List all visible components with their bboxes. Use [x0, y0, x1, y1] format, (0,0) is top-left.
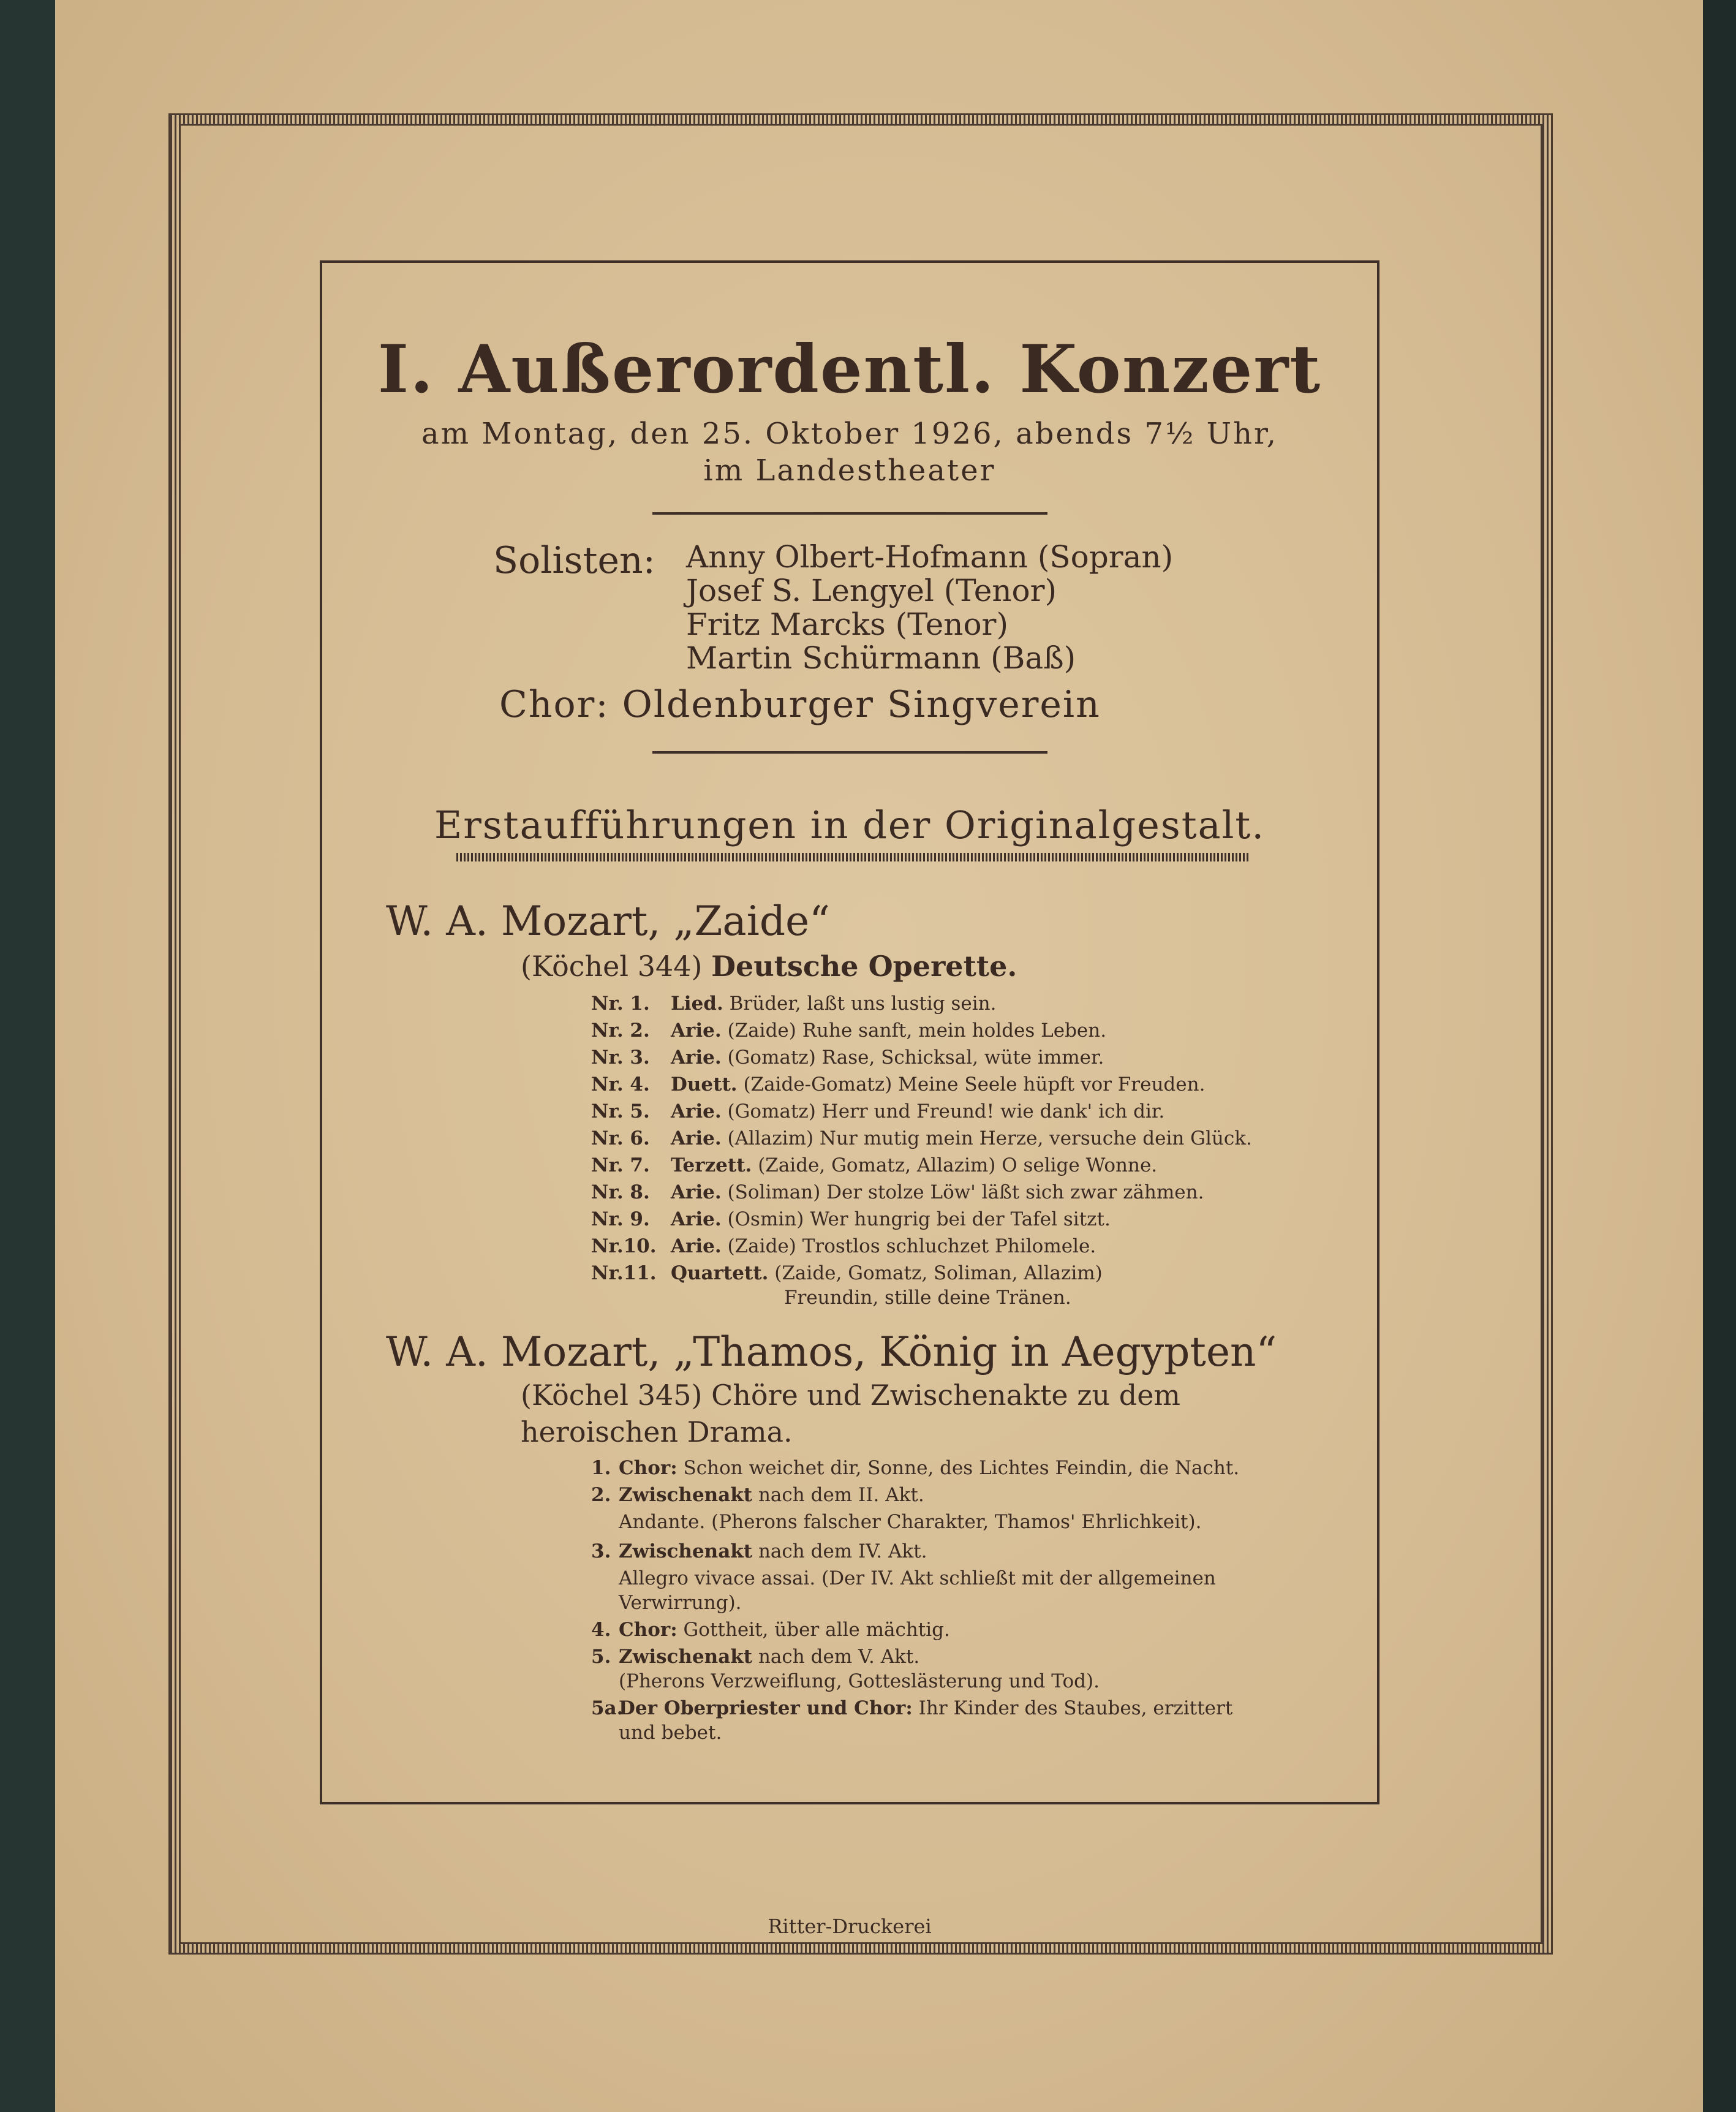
printer-credit: Ritter-Druckerei [768, 1915, 932, 1938]
background-left-edge [0, 0, 55, 2112]
section-heading-underline [456, 853, 1250, 861]
soloist-name: Josef S. Lengyel (Tenor) [686, 573, 1057, 608]
date-line: am Montag, den 25. Oktober 1926, abends 7½ Uhr, [421, 417, 1278, 451]
list-item: Nr. 9. Arie. (Osmin) Wer hungrig bei der Tafel sitzt. [591, 1208, 1111, 1230]
list-item-continuation: (Pherons Verzweiflung, Gotteslästerung und Tod). [619, 1670, 1100, 1692]
list-item: Nr. 4. Duett. (Zaide-Gomatz) Meine Seele hüpft vor Freuden. [591, 1073, 1206, 1096]
soloist-name: Anny Olbert-Hofmann (Sopran) [686, 539, 1174, 575]
list-item-continuation: Allegro vivace assai. (Der IV. Akt schließt mit der allgemeinen [619, 1567, 1216, 1589]
list-item: Nr. 7. Terzett. (Zaide, Gomatz, Allazim) O selige Wonne. [591, 1154, 1158, 1176]
list-item: Nr. 3. Arie. (Gomatz) Rase, Schicksal, wüte immer. [591, 1047, 1104, 1069]
work-title: W. A. Mozart, „Thamos, König in Aegypten“ [386, 1328, 1277, 1376]
list-item: Nr. 5. Arie. (Gomatz) Herr und Freund! wie dank' ich dir. [591, 1100, 1165, 1122]
choir-line: Chor: Oldenburger Singverein [499, 683, 1101, 726]
list-item: 5. Zwischenakt nach dem V. Akt. [591, 1646, 920, 1668]
list-item-continuation: Andante. (Pherons falscher Charakter, Thamos' Ehrlichkeit). [619, 1511, 1202, 1533]
list-item: 4. Chor: Gottheit, über alle mächtig. [591, 1619, 950, 1641]
work-subtitle: (Köchel 344) Deutsche Operette. [521, 950, 1017, 983]
list-item: 1. Chor: Schon weichet dir, Sonne, des Lichtes Feindin, die Nacht. [591, 1457, 1240, 1479]
work-subtitle: (Köchel 345) Chöre und Zwischenakte zu dem [521, 1379, 1181, 1412]
section-heading: Erstaufführungen in der Originalgestalt. [434, 803, 1266, 847]
list-item: Nr. 1. Lied. Brüder, laßt uns lustig sein. [591, 993, 997, 1015]
work-title: W. A. Mozart, „Zaide“ [386, 898, 830, 945]
list-item: 5a.Der Oberpriester und Chor: Ihr Kinder des Staubes, erzittert [591, 1697, 1233, 1719]
list-item: Nr. 8. Arie. (Soliman) Der stolze Löw' läßt sich zwar zähmen. [591, 1181, 1204, 1203]
list-item-continuation: und bebet. [619, 1722, 722, 1744]
list-item: 2. Zwischenakt nach dem II. Akt. [591, 1484, 924, 1506]
divider-middle [652, 751, 1047, 754]
list-item-continuation: Freundin, stille deine Tränen. [784, 1287, 1071, 1309]
work-subtitle: heroischen Drama. [521, 1415, 793, 1448]
list-item-continuation: Verwirrung). [619, 1592, 742, 1614]
list-item: 3. Zwischenakt nach dem IV. Akt. [591, 1540, 927, 1562]
divider-top [652, 512, 1047, 515]
list-item: Nr.10. Arie. (Zaide) Trostlos schluchzet Philomele. [591, 1235, 1096, 1257]
list-item: Nr. 2. Arie. (Zaide) Ruhe sanft, mein holdes Leben. [591, 1020, 1107, 1042]
list-item: Nr.11. Quartett. (Zaide, Gomatz, Soliman, Allazim) [591, 1262, 1103, 1284]
soloists-label: Solisten: [493, 539, 655, 582]
venue-line: im Landestheater [703, 453, 996, 488]
page-title: I. Außerordentl. Konzert [377, 331, 1322, 408]
soloist-name: Fritz Marcks (Tenor) [686, 607, 1008, 642]
background-right-edge [1703, 0, 1736, 2112]
soloist-name: Martin Schürmann (Baß) [686, 640, 1076, 676]
list-item: Nr. 6. Arie. (Allazim) Nur mutig mein Herze, versuche dein Glück. [591, 1127, 1252, 1149]
